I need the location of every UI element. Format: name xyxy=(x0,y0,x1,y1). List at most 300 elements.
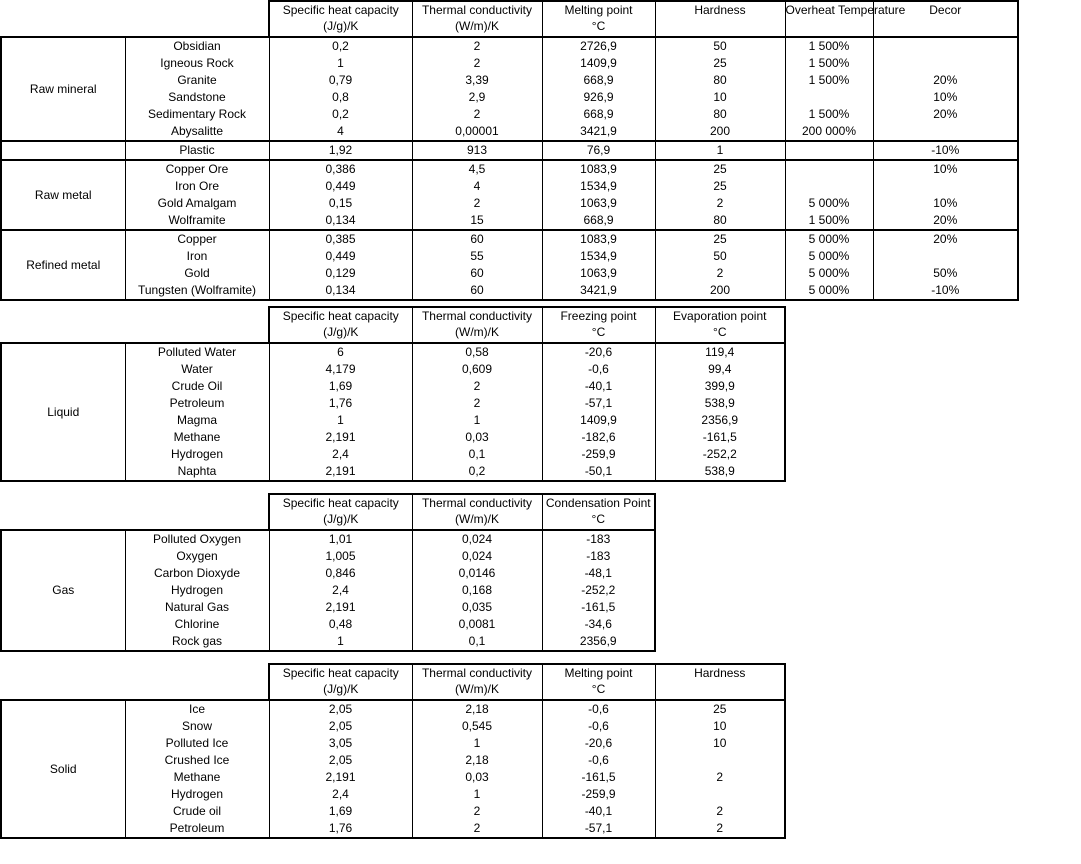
data-table xyxy=(0,0,1019,301)
data-table xyxy=(0,663,786,839)
value-cell: 2356,9 xyxy=(655,412,785,429)
table-row xyxy=(1,530,655,548)
table-row xyxy=(1,700,785,718)
value-cell: 538,9 xyxy=(655,463,785,481)
value-cell: 50 xyxy=(655,37,785,55)
value-cell: 2 xyxy=(412,37,542,55)
column-header-label: Thermal conductivity xyxy=(421,309,533,323)
value-cell: 0,58 xyxy=(412,343,542,361)
value-cell: -10% xyxy=(873,141,1018,160)
value-cell: 0,03 xyxy=(412,429,542,446)
column-header xyxy=(412,664,542,700)
table-liquids xyxy=(0,306,786,482)
data-table xyxy=(0,306,786,482)
value-cell: 4,179 xyxy=(269,361,412,378)
row-name: Crushed Ice xyxy=(125,752,269,769)
value-cell: 1 xyxy=(412,412,542,429)
value-cell: 0,1 xyxy=(412,633,542,651)
value-cell xyxy=(785,141,873,160)
value-cell: 20% xyxy=(873,230,1018,248)
value-cell: 668,9 xyxy=(542,106,655,123)
value-cell: 2 xyxy=(655,265,785,282)
value-cell: -40,1 xyxy=(542,803,655,820)
column-header-unit: (W/m)/K xyxy=(455,19,499,33)
value-cell xyxy=(873,178,1018,195)
value-cell: 0,168 xyxy=(412,582,542,599)
column-header-unit: (J/g)/K xyxy=(323,19,359,33)
value-cell: 1063,9 xyxy=(542,195,655,212)
value-cell: 0,024 xyxy=(412,530,542,548)
header-blank xyxy=(125,1,269,37)
column-header xyxy=(785,1,906,37)
value-cell: 4 xyxy=(412,178,542,195)
header-row xyxy=(1,307,785,343)
header-blank xyxy=(1,307,125,343)
column-header-unit: °C xyxy=(713,325,727,339)
column-header-label: Specific heat capacity xyxy=(282,309,399,323)
value-cell: 1 500% xyxy=(785,72,873,89)
row-name: Methane xyxy=(125,769,269,786)
value-cell: 2,191 xyxy=(269,599,412,616)
value-cell: -0,6 xyxy=(542,752,655,769)
value-cell xyxy=(655,786,785,803)
table-gases xyxy=(0,493,656,652)
value-cell: 2,4 xyxy=(269,786,412,803)
value-cell: 0,03 xyxy=(412,769,542,786)
table-solids-main xyxy=(0,0,1019,301)
value-cell: 1 500% xyxy=(785,212,873,230)
group-label: Gas xyxy=(1,530,125,651)
value-cell: 2 xyxy=(655,195,785,212)
value-cell: 0,024 xyxy=(412,548,542,565)
value-cell xyxy=(785,160,873,178)
column-header xyxy=(542,1,655,37)
row-name: Gold xyxy=(125,265,269,282)
column-header-label: Specific heat capacity xyxy=(282,666,399,680)
value-cell: -0,6 xyxy=(542,361,655,378)
row-name: Iron Ore xyxy=(125,178,269,195)
value-cell: 1,69 xyxy=(269,803,412,820)
column-header-label: Thermal conductivity xyxy=(421,666,533,680)
row-name: Tungsten (Wolframite) xyxy=(125,282,269,300)
value-cell: 20% xyxy=(873,212,1018,230)
table-row xyxy=(1,123,1018,141)
table-row xyxy=(1,230,1018,248)
table-row xyxy=(1,282,1018,300)
value-cell: -40,1 xyxy=(542,378,655,395)
column-header-unit: (W/m)/K xyxy=(455,682,499,696)
value-cell: 0,449 xyxy=(269,178,412,195)
value-cell: 0,846 xyxy=(269,565,412,582)
value-cell: 3,05 xyxy=(269,735,412,752)
header-blank xyxy=(125,664,269,700)
value-cell: 0,129 xyxy=(269,265,412,282)
table-row xyxy=(1,72,1018,89)
value-cell: 2726,9 xyxy=(542,37,655,55)
value-cell: 0,2 xyxy=(269,106,412,123)
value-cell: 0,0081 xyxy=(412,616,542,633)
value-cell: 0,15 xyxy=(269,195,412,212)
value-cell: 2 xyxy=(655,769,785,786)
value-cell: 2,4 xyxy=(269,582,412,599)
column-header-label: Condensation Point xyxy=(545,496,651,510)
value-cell: 10% xyxy=(873,195,1018,212)
value-cell: 1 xyxy=(269,633,412,651)
group-label xyxy=(1,141,125,160)
table-row xyxy=(1,195,1018,212)
row-name: Crude oil xyxy=(125,803,269,820)
value-cell: -57,1 xyxy=(542,395,655,412)
value-cell: 3,39 xyxy=(412,72,542,89)
header-blank xyxy=(125,494,269,530)
column-header-unit: °C xyxy=(591,19,606,33)
value-cell: 2356,9 xyxy=(542,633,655,651)
row-name: Natural Gas xyxy=(125,599,269,616)
value-cell: 1 xyxy=(269,412,412,429)
group-label: Liquid xyxy=(1,343,125,481)
value-cell: 6 xyxy=(269,343,412,361)
value-cell: 80 xyxy=(655,72,785,89)
column-header-label: Specific heat capacity xyxy=(282,496,399,510)
row-name: Ice xyxy=(125,700,269,718)
value-cell: 10% xyxy=(873,160,1018,178)
row-name: Chlorine xyxy=(125,616,269,633)
value-cell: 15 xyxy=(412,212,542,230)
header-row xyxy=(1,494,655,530)
value-cell: 2,05 xyxy=(269,718,412,735)
value-cell: 2 xyxy=(655,803,785,820)
value-cell: 0,134 xyxy=(269,282,412,300)
value-cell: 1534,9 xyxy=(542,178,655,195)
value-cell: 0,79 xyxy=(269,72,412,89)
value-cell: 10% xyxy=(873,89,1018,106)
value-cell: 1063,9 xyxy=(542,265,655,282)
value-cell: 5 000% xyxy=(785,195,873,212)
value-cell: 76,9 xyxy=(542,141,655,160)
column-header-unit: (W/m)/K xyxy=(455,325,499,339)
row-name: Iron xyxy=(125,248,269,265)
value-cell: 0,609 xyxy=(412,361,542,378)
column-header-label: Melting point xyxy=(564,666,633,680)
column-header-label: Overheat Temperature xyxy=(785,3,906,17)
row-name: Copper xyxy=(125,230,269,248)
column-header-unit: °C xyxy=(591,512,605,526)
value-cell: 538,9 xyxy=(655,395,785,412)
value-cell: 60 xyxy=(412,282,542,300)
value-cell: 0,2 xyxy=(269,37,412,55)
value-cell: 2 xyxy=(412,106,542,123)
value-cell: 926,9 xyxy=(542,89,655,106)
column-header-unit: °C xyxy=(591,682,606,696)
row-name: Polluted Water xyxy=(125,343,269,361)
value-cell: -161,5 xyxy=(542,769,655,786)
value-cell: 55 xyxy=(412,248,542,265)
value-cell: -20,6 xyxy=(542,735,655,752)
row-name: Hydrogen xyxy=(125,582,269,599)
value-cell: 1,76 xyxy=(269,395,412,412)
header-blank xyxy=(125,307,269,343)
column-header-unit: (J/g)/K xyxy=(323,512,359,526)
row-name: Petroleum xyxy=(125,820,269,838)
table-row xyxy=(1,212,1018,230)
group-label: Raw metal xyxy=(1,160,125,230)
value-cell: 5 000% xyxy=(785,230,873,248)
value-cell: 0,386 xyxy=(269,160,412,178)
value-cell: -182,6 xyxy=(542,429,655,446)
value-cell: 20% xyxy=(873,106,1018,123)
value-cell: 1083,9 xyxy=(542,160,655,178)
column-header xyxy=(655,307,785,343)
value-cell: 2,191 xyxy=(269,463,412,481)
value-cell: 2,18 xyxy=(412,700,542,718)
value-cell: 5 000% xyxy=(785,282,873,300)
value-cell: 668,9 xyxy=(542,72,655,89)
row-name: Snow xyxy=(125,718,269,735)
table-row xyxy=(1,89,1018,106)
value-cell: 200 xyxy=(655,282,785,300)
value-cell: 1 xyxy=(412,735,542,752)
value-cell: 0,2 xyxy=(412,463,542,481)
value-cell: 80 xyxy=(655,106,785,123)
row-name: Methane xyxy=(125,429,269,446)
value-cell xyxy=(873,123,1018,141)
value-cell: 2,18 xyxy=(412,752,542,769)
table-row xyxy=(1,160,1018,178)
value-cell: 3421,9 xyxy=(542,282,655,300)
column-header xyxy=(412,494,542,530)
header-blank xyxy=(1,494,125,530)
column-header-label: Hardness xyxy=(694,666,746,680)
value-cell: -0,6 xyxy=(542,718,655,735)
value-cell: 200 000% xyxy=(785,123,873,141)
value-cell: 0,00001 xyxy=(412,123,542,141)
row-name: Wolframite xyxy=(125,212,269,230)
value-cell: 80 xyxy=(655,212,785,230)
table-row xyxy=(1,106,1018,123)
value-cell: 2,05 xyxy=(269,700,412,718)
value-cell: -57,1 xyxy=(542,820,655,838)
row-name: Igneous Rock xyxy=(125,55,269,72)
row-name: Copper Ore xyxy=(125,160,269,178)
value-cell: 2 xyxy=(412,195,542,212)
value-cell xyxy=(785,89,873,106)
group-label: Solid xyxy=(1,700,125,838)
value-cell: -259,9 xyxy=(542,446,655,463)
value-cell: 1,92 xyxy=(269,141,412,160)
row-name: Rock gas xyxy=(125,633,269,651)
value-cell: 60 xyxy=(412,265,542,282)
value-cell: 1083,9 xyxy=(542,230,655,248)
value-cell: -183 xyxy=(542,530,655,548)
column-header-label: Decor xyxy=(929,3,962,17)
table-row xyxy=(1,265,1018,282)
value-cell: 0,545 xyxy=(412,718,542,735)
header-blank xyxy=(1,664,125,700)
row-name: Hydrogen xyxy=(125,786,269,803)
value-cell: -0,6 xyxy=(542,700,655,718)
value-cell: -259,9 xyxy=(542,786,655,803)
row-name: Carbon Dioxyde xyxy=(125,565,269,582)
row-name: Hydrogen xyxy=(125,446,269,463)
row-name: Polluted Ice xyxy=(125,735,269,752)
header-blank xyxy=(1,1,125,37)
value-cell: -48,1 xyxy=(542,565,655,582)
value-cell: 2,191 xyxy=(269,429,412,446)
value-cell xyxy=(873,37,1018,55)
value-cell: 5 000% xyxy=(785,248,873,265)
value-cell: 4 xyxy=(269,123,412,141)
column-header-unit: (J/g)/K xyxy=(323,682,359,696)
row-name: Abysalitte xyxy=(125,123,269,141)
value-cell: 2,191 xyxy=(269,769,412,786)
header-row xyxy=(1,1,1018,37)
value-cell: -252,2 xyxy=(542,582,655,599)
value-cell: 0,0146 xyxy=(412,565,542,582)
value-cell: 399,9 xyxy=(655,378,785,395)
value-cell: 2 xyxy=(412,803,542,820)
value-cell: 2,9 xyxy=(412,89,542,106)
row-name: Sandstone xyxy=(125,89,269,106)
row-name: Magma xyxy=(125,412,269,429)
column-header xyxy=(542,307,655,343)
row-name: Naphta xyxy=(125,463,269,481)
column-header-unit: (W/m)/K xyxy=(455,512,499,526)
value-cell: 2,05 xyxy=(269,752,412,769)
value-cell: 119,4 xyxy=(655,343,785,361)
value-cell: -161,5 xyxy=(542,599,655,616)
row-name: Oxygen xyxy=(125,548,269,565)
value-cell: 50% xyxy=(873,265,1018,282)
value-cell: 0,385 xyxy=(269,230,412,248)
value-cell: 25 xyxy=(655,55,785,72)
value-cell: 25 xyxy=(655,160,785,178)
row-name: Polluted Oxygen xyxy=(125,530,269,548)
value-cell: 1,005 xyxy=(269,548,412,565)
value-cell: 0,8 xyxy=(269,89,412,106)
value-cell: 1 500% xyxy=(785,55,873,72)
column-header xyxy=(269,1,412,37)
column-header-unit: °C xyxy=(591,325,606,339)
row-name: Granite xyxy=(125,72,269,89)
table-row xyxy=(1,141,1018,160)
value-cell: 50 xyxy=(655,248,785,265)
value-cell: 99,4 xyxy=(655,361,785,378)
value-cell: 0,449 xyxy=(269,248,412,265)
value-cell: 200 xyxy=(655,123,785,141)
table-row xyxy=(1,55,1018,72)
group-label: Raw mineral xyxy=(1,37,125,141)
value-cell: 1409,9 xyxy=(542,55,655,72)
value-cell: 10 xyxy=(655,735,785,752)
table-row xyxy=(1,248,1018,265)
row-name: Crude Oil xyxy=(125,378,269,395)
value-cell: -183 xyxy=(542,548,655,565)
column-header xyxy=(655,664,785,700)
column-header-unit: (J/g)/K xyxy=(323,325,359,339)
row-name: Sedimentary Rock xyxy=(125,106,269,123)
value-cell: 2 xyxy=(412,378,542,395)
row-name: Petroleum xyxy=(125,395,269,412)
value-cell: 2,4 xyxy=(269,446,412,463)
value-cell: -10% xyxy=(873,282,1018,300)
column-header xyxy=(542,664,655,700)
value-cell: 1 500% xyxy=(785,37,873,55)
column-header-label: Thermal conductivity xyxy=(421,496,533,510)
value-cell xyxy=(873,248,1018,265)
group-label: Refined metal xyxy=(1,230,125,300)
value-cell: 1409,9 xyxy=(542,412,655,429)
row-name: Water xyxy=(125,361,269,378)
value-cell: 1 xyxy=(412,786,542,803)
value-cell: 2 xyxy=(412,820,542,838)
column-header-label: Thermal conductivity xyxy=(421,3,533,17)
value-cell: 1,69 xyxy=(269,378,412,395)
value-cell: -34,6 xyxy=(542,616,655,633)
column-header xyxy=(412,1,542,37)
table-row xyxy=(1,37,1018,55)
value-cell: 1,01 xyxy=(269,530,412,548)
row-name: Obsidian xyxy=(125,37,269,55)
row-name: Gold Amalgam xyxy=(125,195,269,212)
value-cell: 2 xyxy=(412,55,542,72)
column-header xyxy=(269,664,412,700)
table-row xyxy=(1,343,785,361)
table-row xyxy=(1,178,1018,195)
value-cell: -50,1 xyxy=(542,463,655,481)
value-cell: 913 xyxy=(412,141,542,160)
value-cell: 10 xyxy=(655,718,785,735)
value-cell xyxy=(655,752,785,769)
table-frozen-solids xyxy=(0,663,786,839)
row-name: Plastic xyxy=(125,141,269,160)
value-cell xyxy=(785,178,873,195)
value-cell xyxy=(873,55,1018,72)
value-cell: 2 xyxy=(655,820,785,838)
value-cell: 60 xyxy=(412,230,542,248)
header-row xyxy=(1,664,785,700)
value-cell: 1534,9 xyxy=(542,248,655,265)
value-cell: 1 xyxy=(269,55,412,72)
value-cell: 0,134 xyxy=(269,212,412,230)
value-cell: 4,5 xyxy=(412,160,542,178)
value-cell: 1,76 xyxy=(269,820,412,838)
column-header xyxy=(269,494,412,530)
value-cell: 668,9 xyxy=(542,212,655,230)
value-cell: 3421,9 xyxy=(542,123,655,141)
value-cell: 20% xyxy=(873,72,1018,89)
value-cell: 1 xyxy=(655,141,785,160)
column-header xyxy=(269,307,412,343)
column-header xyxy=(542,494,655,530)
column-header-label: Hardness xyxy=(694,3,746,17)
column-header-label: Specific heat capacity xyxy=(282,3,399,17)
column-header xyxy=(412,307,542,343)
column-header-label: Evaporation point xyxy=(673,309,767,323)
value-cell: 0,1 xyxy=(412,446,542,463)
value-cell: -252,2 xyxy=(655,446,785,463)
value-cell: 10 xyxy=(655,89,785,106)
value-cell: 25 xyxy=(655,700,785,718)
column-header-label: Melting point xyxy=(564,3,633,17)
value-cell: 25 xyxy=(655,178,785,195)
value-cell: -161,5 xyxy=(655,429,785,446)
value-cell: -20,6 xyxy=(542,343,655,361)
value-cell: 0,035 xyxy=(412,599,542,616)
column-header-label: Freezing point xyxy=(560,309,637,323)
value-cell: 2 xyxy=(412,395,542,412)
value-cell: 5 000% xyxy=(785,265,873,282)
value-cell: 25 xyxy=(655,230,785,248)
